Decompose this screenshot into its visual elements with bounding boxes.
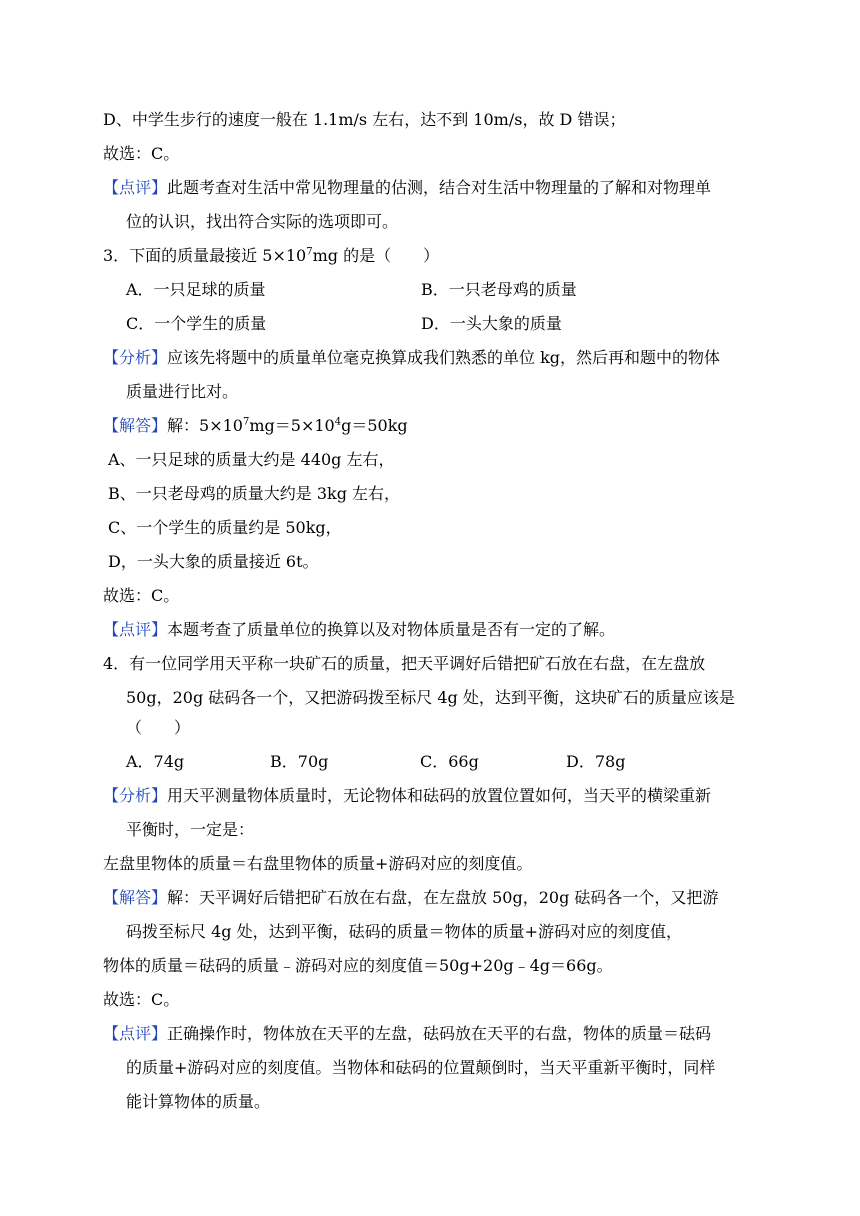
exponent: 7 xyxy=(242,416,250,428)
option-b: B．一只老母鸡的质量 xyxy=(421,280,577,299)
exponent: 4 xyxy=(334,416,342,428)
comment-tag: 【点评】 xyxy=(103,620,168,639)
answer-tag: 【解答】 xyxy=(103,416,168,435)
option-d: D．78g xyxy=(566,752,626,771)
comment-text: 本题考查了质量单位的换算以及对物体质量是否有一定的了解。 xyxy=(167,620,616,639)
option-b: B．70g xyxy=(270,752,329,771)
choice-line: 故选：C。 xyxy=(103,990,180,1009)
option-d: D．一头大象的质量 xyxy=(421,314,562,333)
text-line: 位的认识，找出符合实际的选项即可。 xyxy=(126,212,399,231)
detail-line: C、一个学生的质量约是 50kg， xyxy=(108,518,342,537)
analysis-line xyxy=(103,786,711,806)
analysis-line: 平衡时，一定是： xyxy=(126,820,255,839)
comment-tag: 【点评】 xyxy=(103,178,168,197)
stem-text: mg 的是（ ） xyxy=(312,246,440,265)
detail-line: D，一头大象的质量接近 6t。 xyxy=(108,552,319,571)
comment-text: 正确操作时，物体放在天平的左盘，砝码放在天平的右盘，物体的质量＝砝码 xyxy=(167,1024,712,1043)
answer-text: 解：5×10 xyxy=(167,416,243,435)
analysis-line xyxy=(103,348,720,368)
text-line: D、中学生步行的速度一般在 1.1m/s 左右，达不到 10m/s，故 D 错误； xyxy=(103,110,626,129)
option-a: A．一只足球的质量 xyxy=(126,280,266,299)
analysis-line: 质量进行比对。 xyxy=(126,382,239,401)
option-c: C．66g xyxy=(420,752,479,771)
analysis-line: 左盘里物体的质量＝右盘里物体的质量+游码对应的刻度值。 xyxy=(103,854,533,873)
option-c: C．一个学生的质量 xyxy=(126,314,267,333)
answer-text: 解：天平调好后错把矿石放在右盘，在左盘放 50g，20g 砝码各一个，又把游 xyxy=(167,888,719,907)
comment-line xyxy=(103,178,711,198)
answer-line: 码拨至标尺 4g 处，达到平衡，砝码的质量＝物体的质量+游码对应的刻度值， xyxy=(126,922,683,941)
exponent: 7 xyxy=(306,246,313,258)
comment-text: 此题考查对生活中常见物理量的估测，结合对生活中物理量的了解和对物理单 xyxy=(167,178,712,197)
answer-tag: 【解答】 xyxy=(103,888,168,907)
analysis-text: 应该先将题中的质量单位毫克换算成我们熟悉的单位 kg，然后再和题中的物体 xyxy=(167,348,721,367)
comment-line: 能计算物体的质量。 xyxy=(126,1092,271,1111)
choice-line: 故选：C。 xyxy=(103,586,180,605)
comment-line xyxy=(103,1024,711,1044)
analysis-tag: 【分析】 xyxy=(103,786,168,805)
detail-line: B、一只老母鸡的质量大约是 3kg 左右， xyxy=(108,484,401,503)
question-4-stem: （ ） xyxy=(126,718,191,737)
answer-text: mg＝5×10 xyxy=(249,416,335,435)
question-3-stem xyxy=(103,246,439,266)
text-line: 故选：C。 xyxy=(103,144,180,163)
question-4-stem: 50g，20g 砝码各一个，又把游码拨至标尺 4g 处，达到平衡，这块矿石的质量应该是 xyxy=(126,688,735,707)
answer-line xyxy=(103,416,408,436)
answer-text: g＝50kg xyxy=(341,416,408,435)
analysis-text: 用天平测量物体质量时，无论物体和砝码的放置位置如何，当天平的横梁重新 xyxy=(167,786,712,805)
question-4-stem: 4．有一位同学用天平称一块矿石的质量，把天平调好后错把矿石放在右盘，在左盘放 xyxy=(103,654,706,673)
comment-line xyxy=(103,620,615,640)
comment-tag: 【点评】 xyxy=(103,1024,168,1043)
option-a: A．74g xyxy=(126,752,185,771)
detail-line: A、一只足球的质量大约是 440g 左右， xyxy=(108,450,395,469)
answer-line xyxy=(103,888,718,908)
analysis-tag: 【分析】 xyxy=(103,348,168,367)
answer-line: 物体的质量＝砝码的质量﹣游码对应的刻度值＝50g+20g﹣4g＝66g。 xyxy=(103,956,613,975)
stem-text: 3．下面的质量最接近 5×10 xyxy=(103,246,307,265)
comment-line: 的质量+游码对应的刻度值。当物体和砝码的位置颠倒时，当天平重新平衡时，同样 xyxy=(126,1058,716,1077)
